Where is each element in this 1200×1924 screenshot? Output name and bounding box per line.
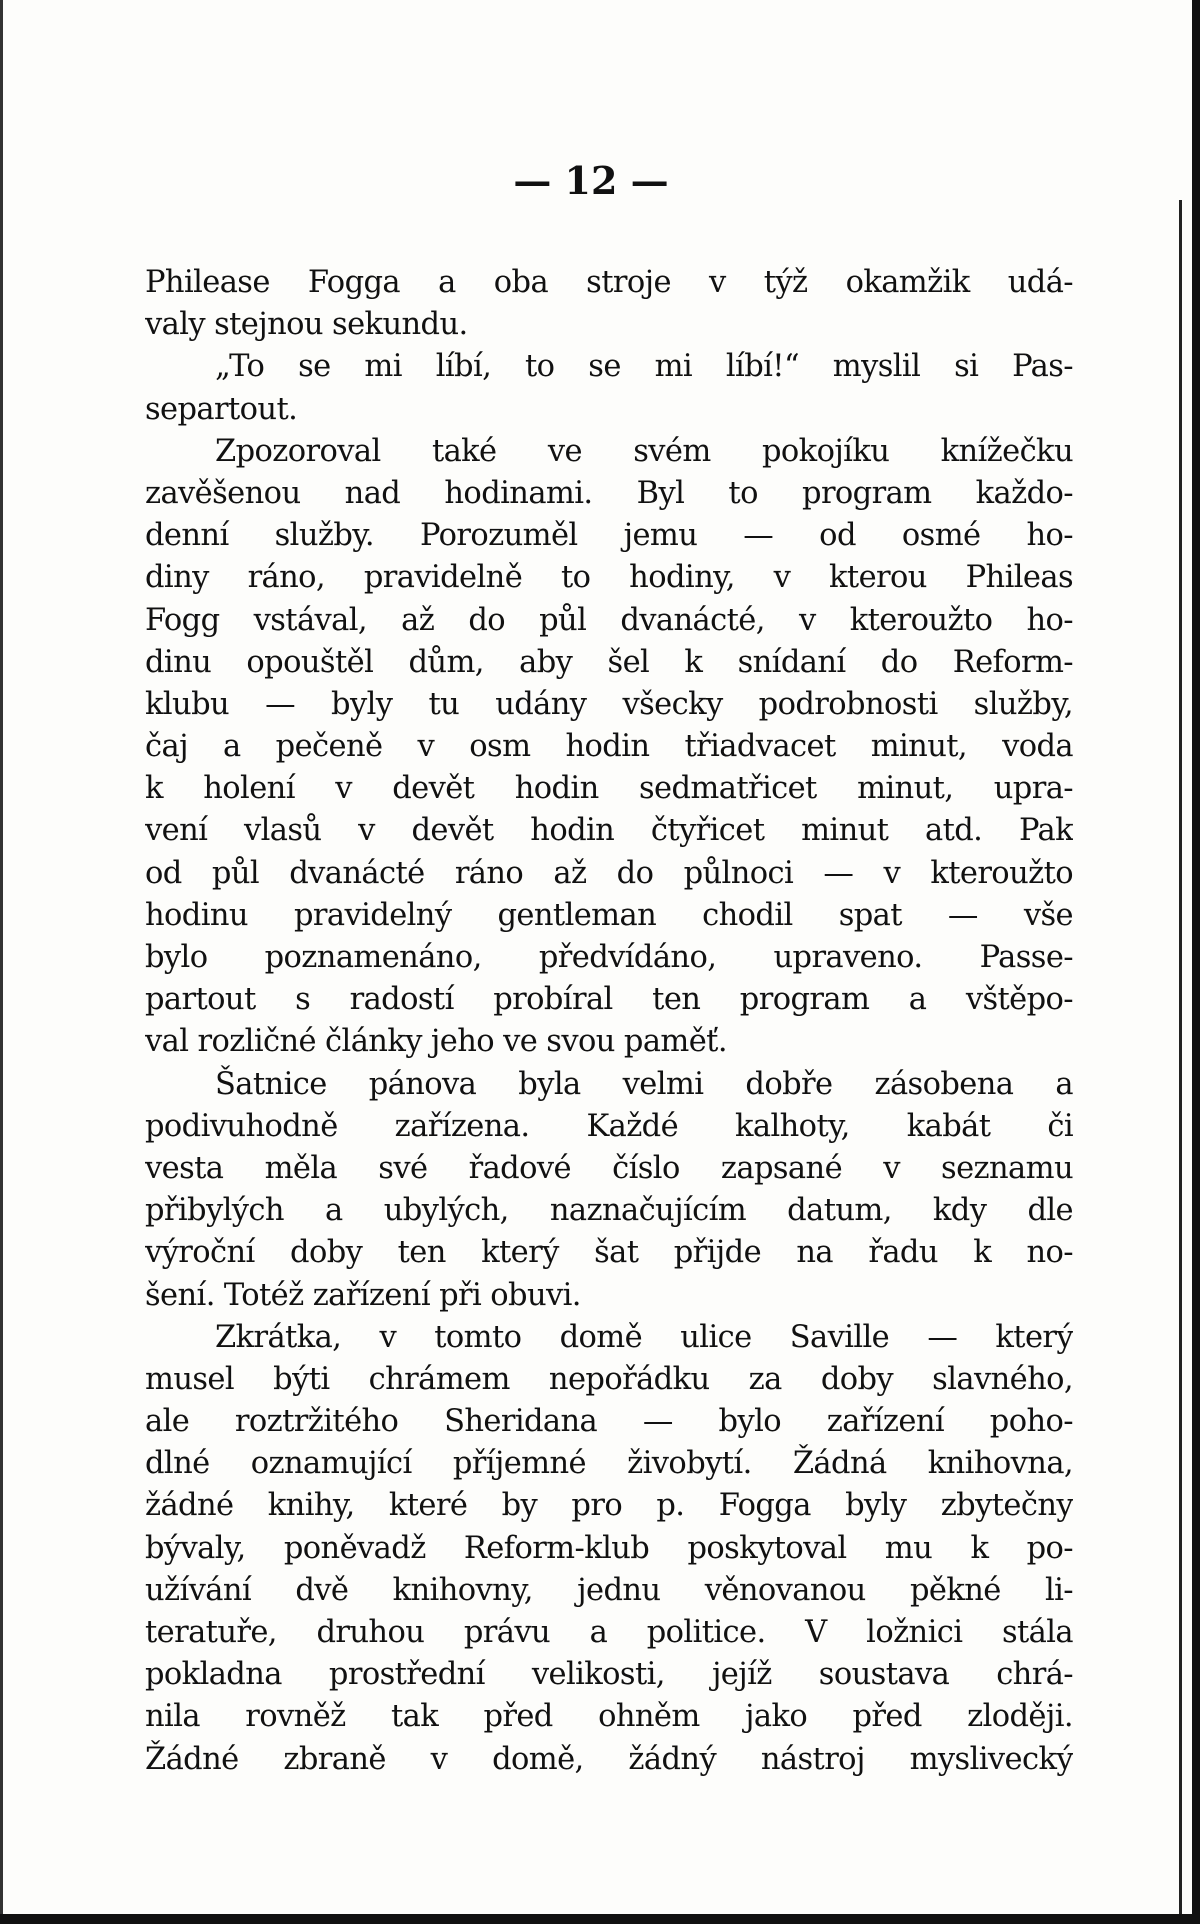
text-line: Žádné zbraně v domě, žádný nástroj myslivecký	[145, 1741, 1073, 1777]
text-line: vení vlasů v devět hodin čtyřicet minut atd. Pak	[145, 813, 1073, 849]
text-line: k holení v devět hodin sedmatřicet minut, upra-	[145, 771, 1073, 807]
text-line: Philease Fogga a oba stroje v týž okamžik udá-	[145, 265, 1073, 300]
text-line: Šatnice pánova byla velmi dobře zásobena a	[215, 1066, 1073, 1102]
text-line: bylo poznamenáno, předvídáno, upraveno. Passe-	[145, 940, 1073, 975]
text-line: dinu opouštěl dům, aby šel k snídaní do Reform-	[145, 644, 1073, 680]
page-fold-line	[1179, 200, 1182, 1920]
text-line: pokladna prostřední velikosti, jejíž soustava chrá-	[145, 1657, 1073, 1693]
text-line: podivuhodně zařízena. Každé kalhoty, kabát či	[145, 1108, 1073, 1144]
page-number: — 12 —	[513, 158, 669, 203]
body-text	[145, 262, 1073, 1781]
text-line: partout s radostí probíral ten program a vštěpo-	[145, 982, 1073, 1018]
text-line: vesta měla své řadové číslo zapsané v seznamu	[145, 1150, 1073, 1186]
text-line: Fogg vstával, až do půl dvanácté, v kteroužto ho-	[145, 602, 1073, 638]
text-line: valy stejnou sekundu.	[145, 307, 468, 343]
text-line: zavěšenou nad hodinami. Byl to program každo-	[145, 475, 1073, 511]
text-line: denní služby. Porozuměl jemu — od osmé ho-	[145, 518, 1073, 554]
page-bottom-edge	[0, 1914, 1200, 1924]
text-line: dlné oznamující příjemné živobytí. Žádná knihovna,	[145, 1446, 1073, 1482]
text-line: bývaly, poněvadž Reform-klub poskytoval mu k po-	[145, 1530, 1073, 1566]
page-right-edge	[1192, 0, 1200, 1924]
text-line: užívání dvě knihovny, jednu věnovanou pěkné li-	[145, 1572, 1073, 1608]
text-line: přibylých a ubylých, naznačujícím datum, kdy dle	[145, 1193, 1073, 1229]
text-line: čaj a pečeně v osm hodin třiadvacet minut, voda	[145, 729, 1073, 765]
text-line: od půl dvanácté ráno až do půlnoci — v kteroužto	[145, 855, 1073, 891]
text-line: val rozličné články jeho ve svou paměť.	[145, 1024, 727, 1060]
page-left-edge	[0, 0, 3, 1924]
text-line: klubu — byly tu udány všecky podrobnosti služby,	[145, 686, 1073, 722]
text-line: hodinu pravidelný gentleman chodil spat — vše	[145, 897, 1073, 933]
text-line: „To se mi líbí, to se mi líbí!“ myslil si Pas-	[215, 349, 1073, 385]
text-line: Zkrátka, v tomto domě ulice Saville — který	[215, 1319, 1073, 1355]
text-line: šení. Totéž zařízení při obuvi.	[145, 1277, 581, 1313]
text-line: nila rovněž tak před ohněm jako před zloději.	[145, 1699, 1073, 1735]
text-line: výroční doby ten který šat přijde na řadu k no-	[145, 1235, 1073, 1271]
text-line: Zpozoroval také ve svém pokojíku knížečku	[215, 433, 1073, 469]
text-line: teratuře, druhou právu a politice. V ložnici stála	[145, 1615, 1073, 1650]
text-line: diny ráno, pravidelně to hodiny, v kterou Phileas	[145, 560, 1073, 596]
text-line: musel býti chrámem nepořádku za doby slavného,	[145, 1361, 1073, 1397]
text-line: žádné knihy, které by pro p. Fogga byly zbytečny	[145, 1488, 1073, 1524]
text-line: separtout.	[145, 391, 298, 427]
text-line: ale roztržitého Sheridana — bylo zařízení poho-	[145, 1404, 1073, 1440]
